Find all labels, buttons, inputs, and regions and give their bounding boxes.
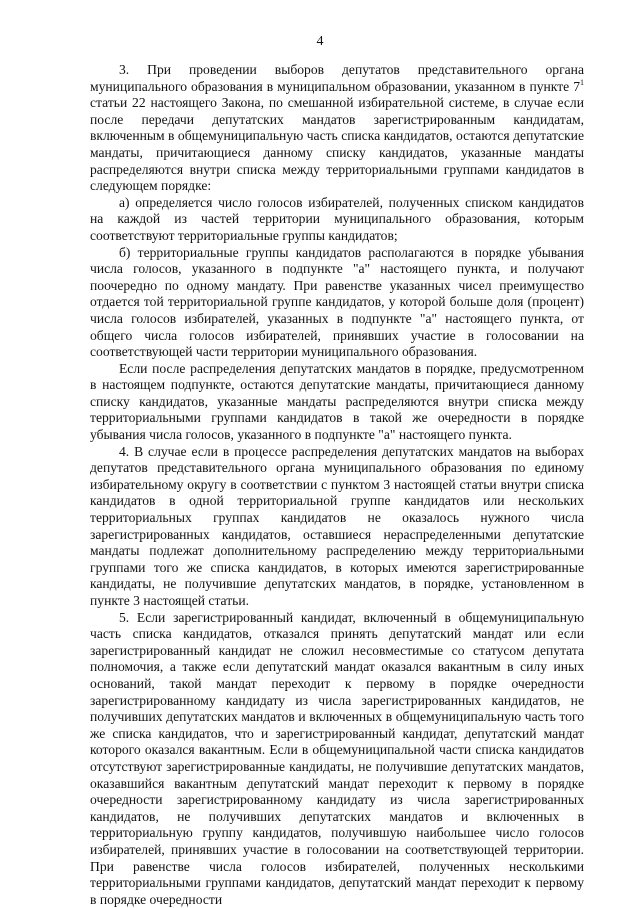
paragraph-3-text-continued: статьи 22 настоящего Закона, по смешанной избирательной системе, в случае если после передачи депутатских мандатов зарегистрированным кандидатам, включенным в общемуниципальную часть списка кандидатов, остаются депутатские мандаты, причитающиеся данному списку кандидатов, указанные мандаты распределяются внутри списка между территориальными группами кандидатов в следующем порядке: [90,95,584,194]
paragraph-4: 4. В случае если в процессе распределения депутатских мандатов на выборах депутатов представительного органа муниципального образования по единому избирательному округу в соответствии с пунктом 3 настоящей статьи внутри списка кандидатов в одной территориальной группе кандидатов или нескольких территориальных группах кандидатов не оказалось нужного числа зарегистрированных кандидатов, оставшиеся нераспределенными депутатские мандаты подлежат дополнительному распределению между территориальными группами того же списка кандидатов, в которых имеются зарегистрированные кандидаты, не получившие депутатских мандатов, в порядке, установленном в пункте 3 настоящей статьи. [90,443,584,608]
paragraph-3 [90,62,584,195]
subparagraph-a: а) определяется число голосов избирателей, полученных списком кандидатов на каждой из частей территории муниципального образования, которым соответствуют территориальные группы кандидатов; [90,194,584,243]
paragraph-5: 5. Если зарегистрированный кандидат, включенный в общемуниципальную часть списка кандидатов, отказался принять депутатский мандат или если зарегистрированный кандидат не сложил несовместимые со статусом депутата полномочия, а также если депутатский мандат оказался вакантным в силу иных оснований, такой мандат переходит к первому в порядке очередности зарегистрированному кандидату из числа зарегистрированных кандидатов, не получивших депутатских мандатов и включенных в общемуниципальную часть того же списка кандидатов, что и зарегистрированный кандидат, депутатский мандат которого оказался вакантным. Если в общемуниципальной части списка кандидатов отсутствуют зарегистрированные кандидаты, не получившие депутатских мандатов, оказавшийся вакантным депутатский мандат переходит к первому в порядке очередности зарегистрированному кандидату из числа зарегистрированных кандидатов, не получивших депутатских мандатов и включенных в территориальную группу кандидатов, получившую наибольшее число голосов избирателей, принявших участие в голосовании на соответствующей территории. При равенстве числа голосов избирателей, полученных несколькими территориальными группами кандидатов, депутатский мандат переходит к первому в порядке очередности [90,609,584,907]
paragraph-3-text: 3. При проведении выборов депутатов представительного органа муниципального образования в муниципальном образовании, указанном в пункте 7 [90,62,584,94]
document-body [90,62,584,908]
page-number: 4 [316,34,324,49]
superscript-index: 1 [580,77,584,87]
subparagraph-b: б) территориальные группы кандидатов располагаются в порядке убывания числа голосов, указанного в подпункте "а" настоящего пункта, и получают поочередно по одному мандату. При равенстве указанных чисел преимущество отдается той территориальной группе кандидатов, у которой больше доля (процент) числа голосов избирателей, указанных в подпункте "а" настоящего пункта, от общего числа голосов избирателей, принявших участие в голосовании на соответствующей части территории муниципального образования. [90,244,584,360]
subparagraph-b-continued: Если после распределения депутатских мандатов в порядке, предусмотренном в настоящем подпункте, остаются депутатские мандаты, причитающиеся данному списку кандидатов, указанные мандаты распределяются внутри списка между территориальными группами кандидатов в такой же очередности в порядке убывания числа голосов, указанного в подпункте "а" настоящего пункта. [90,360,584,443]
